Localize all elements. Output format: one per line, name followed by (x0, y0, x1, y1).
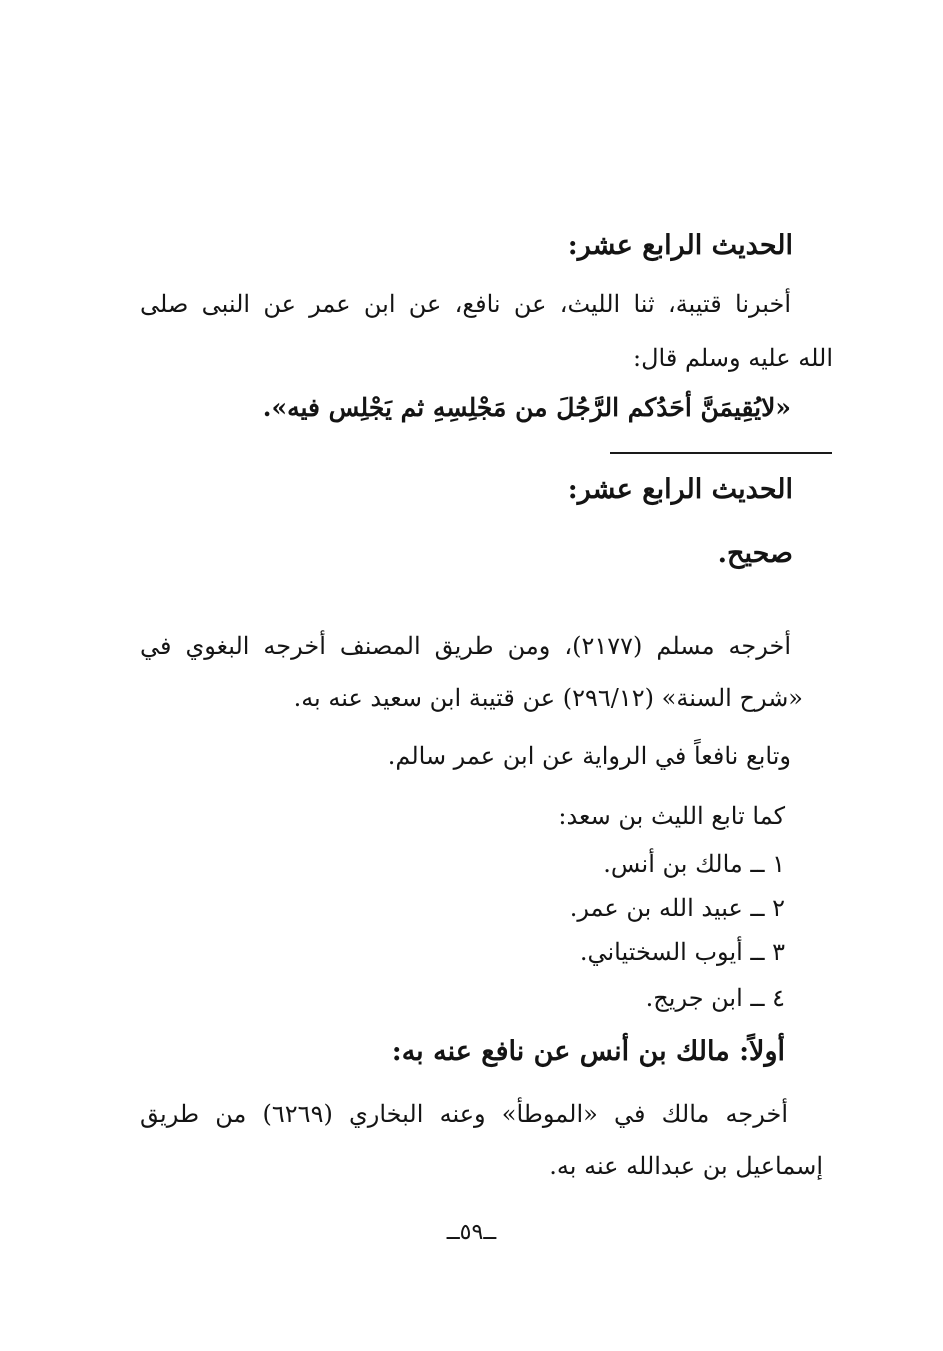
takhrij-line: أخرجه مسلم (٢١٧٧)، ومن طريق المصنف أخرجه البغوي في (140, 632, 791, 660)
hadith-text: «لايُقِيمَنَّ أحَدُكم الرَّجُلَ من مَجْلِسِهِ ثم يَجْلِس فيه». (262, 393, 791, 422)
page-number: ــ٥٩ــ (446, 1220, 497, 1245)
takhrij-line: «شرح السنة» (٢٩٦/١٢) عن قتيبة ابن سعيد عنه به. (293, 684, 803, 712)
divider-rule (610, 452, 832, 454)
takhrij-line: إسماعيل بن عبدالله عنه به. (549, 1152, 823, 1180)
list-item: ٢ ــ عبيد الله بن عمر. (569, 894, 785, 922)
isnad-line: أخبرنا قتيبة، ثنا الليث، عن نافع، عن ابن عمر عن النبى صلى (140, 290, 792, 318)
list-item: ٣ ــ أيوب السختياني. (579, 938, 785, 966)
takhrij-line: أخرجه مالك في «الموطأ» وعنه البخاري (٦٢٦٩) من طريق (140, 1100, 788, 1128)
mutabaah-line: وتابع نافعاً في الرواية عن ابن عمر سالم. (387, 742, 791, 770)
commentary-heading: الحديث الرابع عشر: (567, 474, 793, 505)
list-item: ١ ــ مالك بن أنس. (603, 850, 785, 878)
chain-subheading: أولاً: مالك بن أنس عن نافع عنه به: (391, 1036, 785, 1067)
hadith-grade: صحيح. (717, 538, 793, 569)
list-intro: كما تابع الليث بن سعد: (558, 802, 785, 830)
list-item: ٤ ــ ابن جريج. (645, 984, 785, 1012)
isnad-line: الله عليه وسلم قال: (633, 344, 833, 372)
section-heading: الحديث الرابع عشر: (567, 230, 793, 261)
